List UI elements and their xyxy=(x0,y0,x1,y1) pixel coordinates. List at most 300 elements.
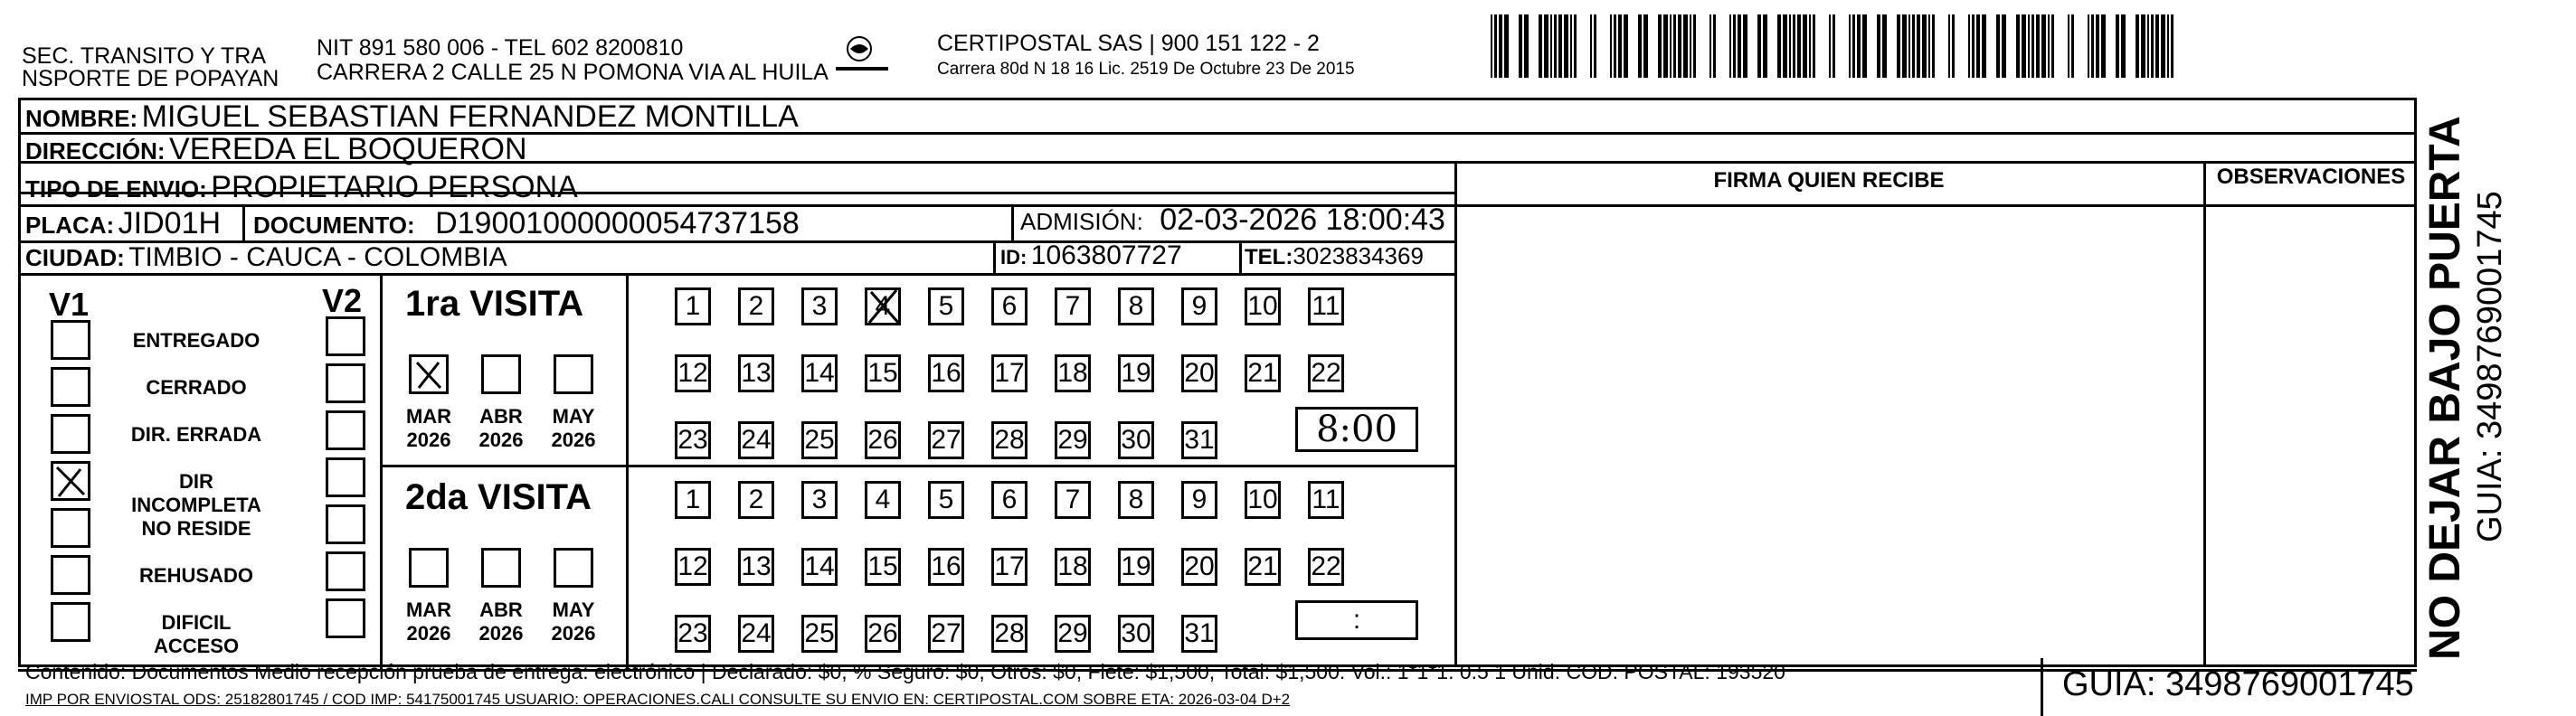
barcode-bar xyxy=(1558,14,1562,78)
visit2-time-separator: : xyxy=(1352,605,1361,635)
month-label xyxy=(474,598,528,645)
reason-label: DIR. ERRADA xyxy=(130,423,262,446)
direccion-field xyxy=(25,132,527,167)
barcode-bar xyxy=(1829,14,1831,78)
day-box[interactable] xyxy=(1245,548,1281,586)
barcode-bar xyxy=(1902,14,1907,78)
day-box[interactable] xyxy=(1308,548,1344,586)
day-box[interactable] xyxy=(1055,354,1091,392)
day-number: 16 xyxy=(931,358,961,388)
barcode-bar xyxy=(2068,14,2069,78)
month-name: ABR xyxy=(479,405,523,428)
barcode-bar xyxy=(1908,14,1910,78)
barcode-bar xyxy=(1690,14,1691,78)
barcode-bar xyxy=(2096,14,2099,78)
barcode-bar xyxy=(1524,14,1529,78)
day-number: 2 xyxy=(748,291,764,321)
v1-checkbox[interactable] xyxy=(51,555,90,595)
barcode-bar xyxy=(1663,14,1668,78)
day-box[interactable] xyxy=(1055,548,1091,586)
barcode-bar xyxy=(2036,14,2040,78)
day-number: 10 xyxy=(1247,291,1278,321)
reason-label: NO RESIDE xyxy=(141,517,251,540)
barcode-bar xyxy=(1833,14,1835,78)
day-number: 17 xyxy=(994,551,1025,581)
v1-checkbox[interactable] xyxy=(51,508,90,548)
barcode-bar xyxy=(1610,14,1612,78)
barcode-bar xyxy=(1738,14,1741,78)
month-checkbox[interactable] xyxy=(554,548,593,588)
v1-checkbox[interactable] xyxy=(51,320,90,360)
day-number: 23 xyxy=(677,618,708,648)
direccion-label: DIRECCIÓN: xyxy=(25,137,166,165)
day-number: 30 xyxy=(1121,425,1151,455)
day-number: 8 xyxy=(1128,485,1144,514)
barcode-bar xyxy=(1590,14,1592,78)
day-number: 31 xyxy=(1184,425,1215,455)
license-line: Carrera 80d N 18 16 Lic. 2519 De Octubre 23 De 2015 xyxy=(937,60,1355,79)
barcode-bar xyxy=(1797,14,1801,78)
id-value: 1063807727 xyxy=(1030,240,1182,270)
day-box[interactable] xyxy=(738,287,774,325)
day-box[interactable] xyxy=(1055,421,1091,459)
day-number: 14 xyxy=(804,358,835,388)
month-checkbox[interactable] xyxy=(554,354,593,394)
sender-name xyxy=(22,45,279,90)
barcode-bar xyxy=(1713,14,1716,78)
barcode-bar xyxy=(2161,14,2165,78)
day-number: 25 xyxy=(804,618,835,648)
day-number: 18 xyxy=(1057,358,1088,388)
barcode-bar xyxy=(1709,14,1711,78)
month-name: ABR xyxy=(479,598,523,621)
day-box[interactable] xyxy=(1245,354,1281,392)
barcode-bar xyxy=(1757,14,1761,78)
barcode-bar xyxy=(1614,14,1616,78)
tel-label: TEL: xyxy=(1245,245,1293,269)
sender-line-1: SEC. TRANSITO Y TRA xyxy=(22,43,266,69)
month-checkbox[interactable] xyxy=(409,548,449,588)
barcode-bar xyxy=(1683,14,1688,78)
v1-checkbox[interactable] xyxy=(51,367,90,407)
month-year: 2026 xyxy=(478,622,524,645)
day-number: 20 xyxy=(1184,551,1215,581)
day-box[interactable] xyxy=(1245,287,1281,325)
sender-line-2: NSPORTE DE POPAYAN xyxy=(22,66,279,91)
day-box[interactable] xyxy=(738,481,774,519)
barcode-bar xyxy=(1539,14,1542,78)
day-number: 14 xyxy=(804,551,835,581)
day-box[interactable] xyxy=(738,354,774,392)
barcode-bar xyxy=(1793,14,1795,78)
day-box[interactable] xyxy=(991,548,1028,586)
barcode-bar xyxy=(1789,14,1791,78)
day-box[interactable] xyxy=(675,421,711,459)
visit1-time-value: 8:00 xyxy=(1316,409,1397,450)
day-box[interactable] xyxy=(1055,287,1091,325)
day-box[interactable] xyxy=(928,354,964,392)
ciudad-field xyxy=(25,242,507,273)
documento-value: D19001000000054737158 xyxy=(435,206,800,240)
day-box[interactable] xyxy=(1118,287,1154,325)
day-number: 24 xyxy=(741,618,772,648)
reason-label: REHUSADO xyxy=(139,564,253,587)
day-number: 18 xyxy=(1057,551,1088,581)
day-box[interactable] xyxy=(675,481,711,519)
barcode-bar xyxy=(1570,14,1572,78)
reason-label: CERRADO xyxy=(146,376,247,399)
day-number: 5 xyxy=(938,291,954,321)
tipo-envio-label: TIPO DE ENVIO: xyxy=(25,175,207,203)
day-box[interactable] xyxy=(1181,421,1217,459)
day-number: 21 xyxy=(1247,551,1278,581)
day-number: 28 xyxy=(994,425,1025,455)
barcode-bar xyxy=(1852,14,1855,78)
barcode-bar xyxy=(1693,14,1696,78)
barcode-bar xyxy=(1952,14,1955,78)
month-year: 2026 xyxy=(551,429,596,451)
reason-label: DIR INCOMPLETA xyxy=(131,470,261,516)
day-number: 24 xyxy=(741,425,772,455)
v2-label: V2 xyxy=(322,282,363,319)
barcode-bar xyxy=(1862,14,1867,78)
day-number: 13 xyxy=(741,358,772,388)
barcode-bar xyxy=(2167,14,2169,78)
day-number: 23 xyxy=(677,425,708,455)
admision-value: 02-03-2026 18:00:43 xyxy=(1160,203,1445,237)
nombre-label: NOMBRE: xyxy=(25,105,138,132)
barcode-bar xyxy=(2155,14,2159,78)
day-number: 15 xyxy=(867,358,898,388)
day-number: 4 xyxy=(875,485,891,514)
day-box[interactable] xyxy=(1181,354,1217,392)
month-name: MAR xyxy=(405,405,452,428)
day-box[interactable] xyxy=(928,615,964,653)
barcode-bar xyxy=(1673,14,1676,78)
footer-contenido: Contenido: Documentos Medio recepción prueba de entrega: electrónico | Declarado: $0, % Seguro: $0, Otros: $0, Flete: $1,500, Total: $1,500. Vol.: 1*1*1. 0.5 1 Unid. COD. POSTAL: 193520 xyxy=(25,660,1785,683)
day-box[interactable] xyxy=(1055,481,1091,519)
check-mark-icon xyxy=(53,464,90,500)
address-line: CARRERA 2 CALLE 25 N POMONA VIA AL HUILA xyxy=(317,60,829,85)
day-box[interactable] xyxy=(801,287,838,325)
month-label xyxy=(546,405,601,452)
day-number: 3 xyxy=(811,485,828,514)
day-box[interactable] xyxy=(865,354,901,392)
barcode-bar xyxy=(2091,14,2094,78)
day-number: 11 xyxy=(1312,291,1340,321)
day-box[interactable] xyxy=(675,615,711,653)
day-box[interactable] xyxy=(991,615,1028,653)
day-box[interactable] xyxy=(1118,481,1154,519)
barcode-bar xyxy=(1922,14,1927,78)
day-box[interactable] xyxy=(1118,548,1154,586)
barcode-bar xyxy=(1882,14,1887,78)
v2-checkbox[interactable] xyxy=(326,363,365,403)
day-box[interactable] xyxy=(1118,615,1154,653)
day-box[interactable] xyxy=(1181,287,1217,325)
day-number: 1 xyxy=(685,485,701,514)
v2-checkbox[interactable] xyxy=(326,598,365,638)
barcode-bar xyxy=(1912,14,1915,78)
ciudad-value: TIMBIO - CAUCA - COLOMBIA xyxy=(128,242,507,272)
no-dejar-notice: NO DEJAR BAJO PUERTA xyxy=(2421,116,2469,660)
barcode-bar xyxy=(2041,14,2046,78)
day-number: 12 xyxy=(677,358,708,388)
barcode-bar xyxy=(1678,14,1681,78)
barcode-bar xyxy=(1763,14,1767,78)
barcode-bar xyxy=(1968,14,1970,78)
day-box[interactable] xyxy=(991,354,1028,392)
month-label xyxy=(546,598,601,645)
day-number: 17 xyxy=(994,358,1025,388)
day-box[interactable] xyxy=(738,615,774,653)
id-field xyxy=(1000,240,1182,271)
tipo-envio-field xyxy=(25,170,578,205)
day-number: 22 xyxy=(1311,551,1341,581)
footer-guia: GUIA: 3498769001745 xyxy=(2062,665,2414,703)
barcode-bar xyxy=(1982,14,1986,78)
month-label xyxy=(474,405,528,452)
month-checkbox[interactable] xyxy=(481,548,521,588)
day-box[interactable] xyxy=(801,354,838,392)
day-number: 20 xyxy=(1184,358,1215,388)
day-number: 30 xyxy=(1121,618,1151,648)
company-line: CERTIPOSTAL SAS | 900 151 122 - 2 xyxy=(937,31,1320,56)
barcode-bar xyxy=(1491,14,1492,78)
month-label xyxy=(402,405,456,452)
day-box[interactable] xyxy=(1055,615,1091,653)
day-box[interactable] xyxy=(865,615,901,653)
day-number: 8 xyxy=(1128,291,1144,321)
day-box[interactable] xyxy=(928,481,964,519)
barcode-bar xyxy=(1499,14,1502,78)
month-year: 2026 xyxy=(478,429,524,451)
barcode-bar xyxy=(2022,14,2026,78)
v2-checkbox[interactable] xyxy=(326,316,365,356)
day-box[interactable] xyxy=(865,481,901,519)
barcode-bar xyxy=(1638,14,1642,78)
day-number: 12 xyxy=(677,551,708,581)
month-year: 2026 xyxy=(551,622,596,645)
certipostal-logo xyxy=(832,33,895,83)
documento-field xyxy=(253,206,800,241)
barcode-bar xyxy=(1729,14,1731,78)
month-year: 2026 xyxy=(406,622,451,645)
barcode-bar xyxy=(2088,14,2089,78)
barcode-bar xyxy=(1948,14,1950,78)
tel-field xyxy=(1245,242,1424,270)
v2-checkbox[interactable] xyxy=(326,551,365,591)
nit-line: NIT 891 580 006 - TEL 602 8200810 xyxy=(317,35,684,61)
ciudad-label: CIUDAD: xyxy=(25,244,125,271)
v2-checkbox[interactable] xyxy=(326,457,365,497)
observaciones-label: OBSERVACIONES xyxy=(2216,165,2406,189)
firma-label: FIRMA QUIEN RECIBE xyxy=(1713,168,1945,193)
day-number: 29 xyxy=(1057,425,1088,455)
day-number: 21 xyxy=(1247,358,1278,388)
day-box[interactable] xyxy=(738,421,774,459)
day-number: 16 xyxy=(931,551,961,581)
day-number: 31 xyxy=(1184,618,1215,648)
barcode-bar xyxy=(2147,14,2149,78)
v2-checkbox[interactable] xyxy=(326,410,365,450)
documento-label: DOCUMENTO: xyxy=(253,212,415,239)
barcode-bar xyxy=(2136,14,2139,78)
day-box[interactable] xyxy=(675,548,711,586)
barcode-bar xyxy=(2031,14,2034,78)
month-checkbox[interactable] xyxy=(481,354,521,394)
barcode-bar xyxy=(1658,14,1662,78)
day-number: 15 xyxy=(867,551,898,581)
month-name: MAY xyxy=(552,598,595,621)
barcode-bar xyxy=(1917,14,1920,78)
day-number: 7 xyxy=(1065,291,1081,321)
barcode-bar xyxy=(1544,14,1548,78)
day-number: 22 xyxy=(1311,358,1341,388)
day-number: 27 xyxy=(931,425,961,455)
day-box[interactable] xyxy=(675,287,711,325)
barcode-bar xyxy=(1809,14,1811,78)
barcode-bar xyxy=(1618,14,1622,78)
barcode xyxy=(1491,14,2178,80)
barcode-bar xyxy=(1777,14,1781,78)
day-number: 5 xyxy=(938,485,954,514)
barcode-bar xyxy=(1813,14,1815,78)
day-box[interactable] xyxy=(865,287,901,325)
barcode-bar xyxy=(1564,14,1568,78)
barcode-bar xyxy=(1857,14,1861,78)
day-box[interactable] xyxy=(991,287,1028,325)
day-box[interactable] xyxy=(1118,354,1154,392)
day-box[interactable] xyxy=(801,615,838,653)
barcode-bar xyxy=(1594,14,1596,78)
barcode-bar xyxy=(2121,14,2126,78)
placa-value: JID01H xyxy=(118,206,222,240)
check-mark-icon xyxy=(412,357,448,393)
barcode-bar xyxy=(1733,14,1736,78)
month-checkbox[interactable] xyxy=(409,354,449,394)
barcode-bar xyxy=(2048,14,2050,78)
day-number: 13 xyxy=(741,551,772,581)
day-number: 10 xyxy=(1247,485,1278,514)
v1-checkbox[interactable] xyxy=(51,602,90,642)
barcode-bar xyxy=(2051,14,2054,78)
barcode-bar xyxy=(1743,14,1747,78)
day-number: 9 xyxy=(1191,485,1208,514)
barcode-bar xyxy=(2071,14,2074,78)
barcode-bar xyxy=(1554,14,1557,78)
barcode-bar xyxy=(2016,14,2020,78)
day-box[interactable] xyxy=(801,548,838,586)
day-number: 25 xyxy=(804,425,835,455)
visit1-title: 1ra VISITA xyxy=(405,284,584,324)
day-box[interactable] xyxy=(801,421,838,459)
admision-field xyxy=(1020,203,1445,238)
side-guia: GUIA: 3498769001745 xyxy=(2471,191,2509,542)
visit2-title: 2da VISITA xyxy=(405,477,592,517)
day-box[interactable] xyxy=(675,354,711,392)
visit2-time-box[interactable] xyxy=(1295,600,1418,640)
barcode-bar xyxy=(1783,14,1787,78)
barcode-bar xyxy=(1504,14,1509,78)
barcode-bar xyxy=(2171,14,2174,78)
month-label xyxy=(402,598,456,645)
barcode-bar xyxy=(1643,14,1648,78)
day-box[interactable] xyxy=(1308,481,1344,519)
barcode-bar xyxy=(1574,14,1577,78)
barcode-bar xyxy=(1996,14,2000,78)
day-box[interactable] xyxy=(738,548,774,586)
v1-checkbox[interactable] xyxy=(51,461,90,501)
day-mark-icon xyxy=(866,285,905,330)
v2-checkbox[interactable] xyxy=(326,504,365,544)
day-box[interactable] xyxy=(928,548,964,586)
day-box[interactable] xyxy=(928,421,964,459)
nombre-value: MIGUEL SEBASTIAN FERNANDEZ MONTILLA xyxy=(141,99,799,134)
nombre-field xyxy=(25,99,799,135)
day-box[interactable] xyxy=(1245,481,1281,519)
day-box[interactable] xyxy=(1308,287,1344,325)
day-number: 19 xyxy=(1121,551,1151,581)
day-box[interactable] xyxy=(991,421,1028,459)
placa-label: PLACA: xyxy=(25,212,115,239)
day-box[interactable] xyxy=(801,481,838,519)
day-box[interactable] xyxy=(1181,481,1217,519)
barcode-bar xyxy=(1897,14,1900,78)
barcode-bar xyxy=(2116,14,2119,78)
barcode-bar xyxy=(1928,14,1930,78)
day-number: 26 xyxy=(867,425,898,455)
barcode-bar xyxy=(1519,14,1522,78)
id-label: ID: xyxy=(1000,246,1028,268)
day-box[interactable] xyxy=(928,287,964,325)
day-number: 6 xyxy=(1001,485,1018,514)
day-box[interactable] xyxy=(1181,548,1217,586)
day-box[interactable] xyxy=(865,421,901,459)
barcode-bar xyxy=(2141,14,2145,78)
tipo-envio-value: PROPIETARIO PERSONA xyxy=(211,170,578,204)
month-year: 2026 xyxy=(406,429,451,451)
barcode-bar xyxy=(2002,14,2006,78)
day-number: 6 xyxy=(1001,291,1018,321)
day-box[interactable] xyxy=(991,481,1028,519)
footer-imp-line: IMP POR ENVIOSTAL ODS: 25182801745 / COD IMP: 54175001745 USUARIO: OPERACIONES.CALI CONSULTE SU ENVIO EN: CERTIPOSTAL.COM SOBRE ETA: 2026-03-04 D+2 xyxy=(25,691,1291,708)
day-box[interactable] xyxy=(1308,354,1344,392)
barcode-bar xyxy=(1803,14,1807,78)
barcode-bar xyxy=(2151,14,2154,78)
reason-label: ENTREGADO xyxy=(132,329,260,352)
day-number: 3 xyxy=(811,291,828,321)
day-number: 29 xyxy=(1057,618,1088,648)
day-box[interactable] xyxy=(1181,615,1217,653)
barcode-bar xyxy=(1624,14,1628,78)
barcode-bar xyxy=(1849,14,1851,78)
visit1-time-box[interactable] xyxy=(1295,407,1418,452)
day-number: 7 xyxy=(1065,485,1081,514)
barcode-bar xyxy=(1494,14,1497,78)
day-box[interactable] xyxy=(865,548,901,586)
v1-checkbox[interactable] xyxy=(51,414,90,454)
barcode-bar xyxy=(1550,14,1552,78)
day-box[interactable] xyxy=(1118,421,1154,459)
direccion-value: VEREDA EL BOQUERON xyxy=(169,132,527,166)
day-number: 26 xyxy=(867,618,898,648)
day-number: 11 xyxy=(1312,485,1340,514)
barcode-bar xyxy=(1932,14,1935,78)
sender-contact xyxy=(317,36,829,85)
month-name: MAR xyxy=(405,598,452,621)
barcode-bar xyxy=(1976,14,1980,78)
